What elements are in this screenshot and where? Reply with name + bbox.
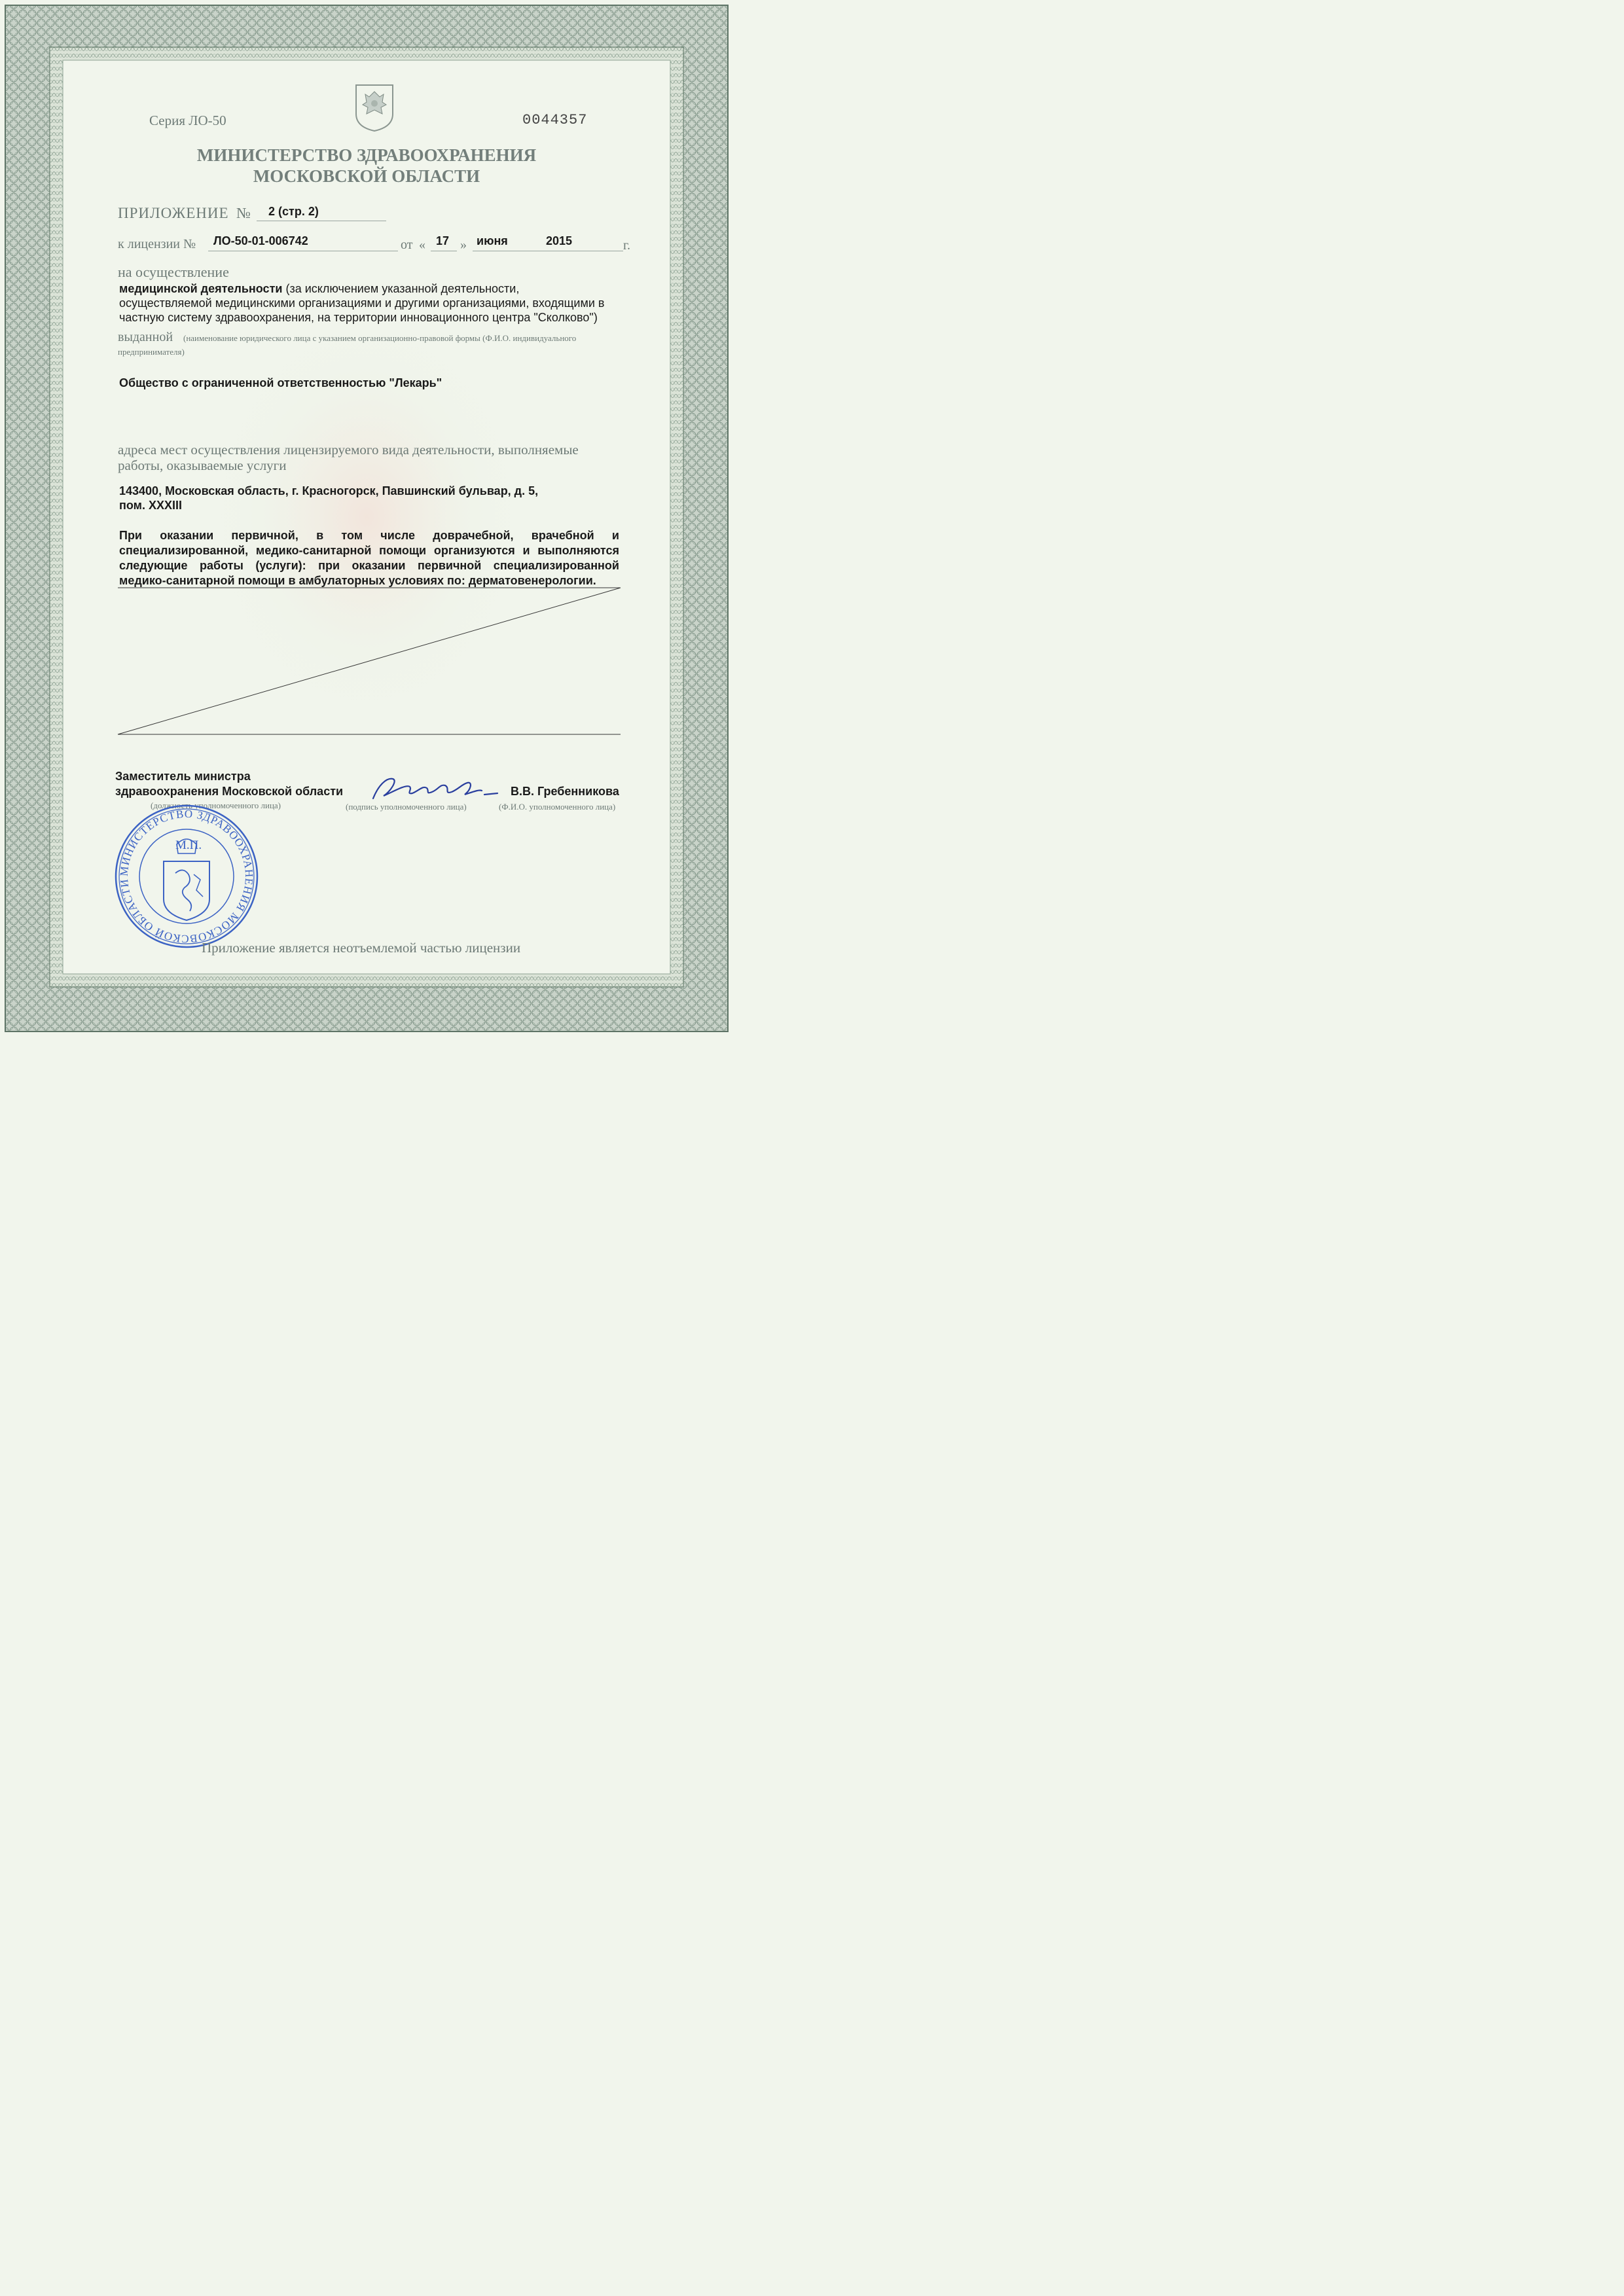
svg-text:МИНИСТЕРСТВО ЗДРАВООХРАНЕНИЯ М — [118, 808, 255, 945]
appendix-no-sign: № — [236, 205, 251, 221]
activity-line2: осуществляемой медицинскими организациями и другими организациями, входящими в — [119, 296, 605, 310]
date-quote-close: » — [460, 238, 467, 252]
stamp-ring-text: МИНИСТЕРСТВО ЗДРАВООХРАНЕНИЯ МОСКОВСКОЙ ОБЛАСТИ — [117, 807, 256, 946]
organization-name: Общество с ограниченной ответственностью "Лекарь" — [119, 376, 442, 389]
address-label-line2: работы, оказываемые услуги — [118, 457, 287, 473]
appendix-label: ПРИЛОЖЕНИЕ — [118, 205, 229, 221]
license-day: 17 — [436, 234, 450, 247]
address-line2: пом. XXXIII — [119, 499, 182, 512]
license-number: ЛО-50-01-006742 — [213, 234, 308, 247]
position-line1: Заместитель министра — [115, 770, 251, 783]
coat-of-arms-icon — [353, 82, 395, 132]
position-line2: здравоохранения Московской области — [115, 785, 344, 798]
services-line3 — [119, 559, 619, 573]
activity-line1-rest: (за исключением указанной деятельности, — [282, 282, 520, 295]
license-appendix-page — [0, 0, 733, 1037]
ministry-title-line2: МОСКОВСКОЙ ОБЛАСТИ — [253, 166, 480, 186]
services-line4 — [119, 574, 619, 588]
position-note: (должность уполномоченного лица) — [151, 800, 281, 810]
signatory-name: В.В. Гребенникова — [511, 785, 619, 798]
series-label: Серия ЛО-50 — [149, 113, 226, 128]
services-line2 — [119, 544, 619, 558]
activity-bold: медицинской деятельности — [119, 282, 283, 295]
activity-line1 — [119, 282, 519, 296]
date-quote-open: « — [419, 238, 425, 252]
license-prefix: к лицензии № — [118, 237, 196, 251]
services-line1-text: При оказании первичной, в том числе доврачебной, врачебной и — [119, 529, 619, 542]
appendix-number: 2 (стр. 2) — [268, 205, 319, 218]
ministry-title-line1: МИНИСТЕРСТВО ЗДРАВООХРАНЕНИЯ — [196, 145, 537, 165]
activity-label: на осуществление — [118, 264, 229, 280]
mp-label: М.П. — [175, 838, 202, 852]
services-line3-text: следующие работы (услуги): при оказании первичной специализированной — [119, 559, 619, 572]
activity-line3: частную систему здравоохранения, на территории инновационного центра "Сколково") — [119, 311, 598, 324]
date-from-label: от — [401, 238, 413, 252]
issued-label: выданной — [118, 330, 173, 344]
address-line1: 143400, Московская область, г. Красногорск, Павшинский бульвар, д. 5, — [119, 484, 539, 497]
document-number: 0044357 — [522, 112, 588, 128]
services-line2-text: специализированной, медико-санитарной помощи организуются и выполняются — [119, 544, 619, 557]
issued-note-line2: предпринимателя) — [118, 347, 185, 357]
services-line1 — [119, 529, 619, 543]
address-label-line1: адреса мест осуществления лицензируемого вида деятельности, выполняемые — [118, 442, 579, 457]
year-suffix: г. — [623, 238, 630, 253]
license-year: 2015 — [546, 234, 573, 247]
handwritten-signature — [367, 772, 511, 804]
license-month: июня — [477, 234, 508, 247]
signature-note: (подпись уполномоченного лица) — [346, 802, 467, 812]
official-stamp-icon — [111, 801, 262, 952]
name-note: (Ф.И.О. уполномоченного лица) — [499, 802, 616, 812]
footer-note: Приложение является неотъемлемой частью лицензии — [202, 940, 521, 956]
issued-note-line1: (наименование юридического лица с указанием организационно-правовой формы (Ф.И.О. индивидуального — [183, 333, 577, 343]
services-line4-text: медико-санитарной помощи в амбулаторных условиях по: дерматовенерологии. — [119, 574, 596, 587]
